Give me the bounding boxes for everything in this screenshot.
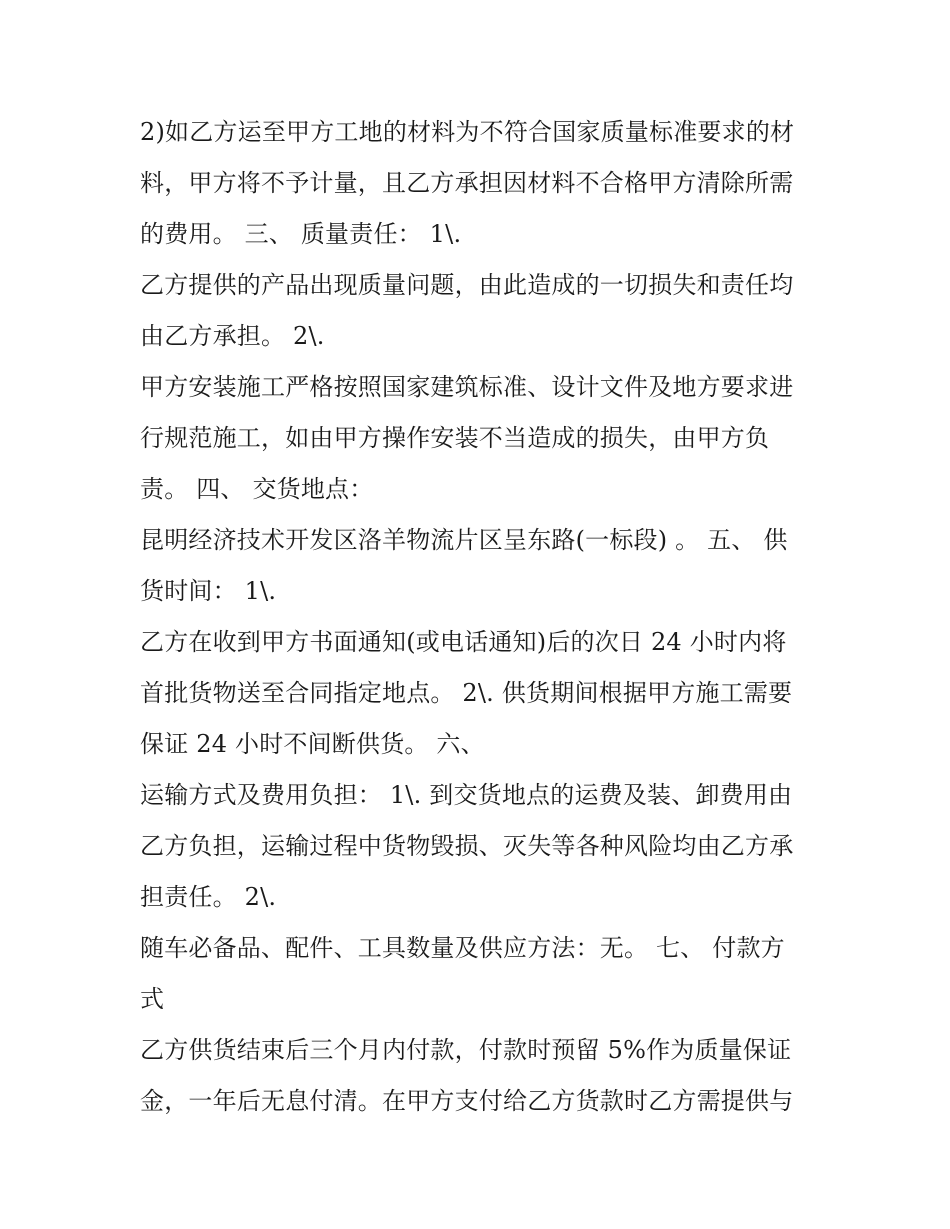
text-line: 保证 24 小时不间断供货。 六、: [140, 730, 485, 758]
text-line: 担责任。 2\.: [140, 883, 277, 911]
text-line: 的费用。 三、 质量责任： 1\.: [140, 220, 462, 248]
text-line: 昆明经济技术开发区洛羊物流片区呈东路(一标段) 。 五、 供: [140, 526, 788, 554]
text-line: 行规范施工，如由甲方操作安装不当造成的损失，由甲方负: [140, 424, 770, 452]
text-line: 式: [140, 985, 165, 1013]
text-line: 料，甲方将不予计量，且乙方承担因材料不合格甲方清除所需: [140, 169, 794, 197]
text-line: 首批货物送至合同指定地点。 2\. 供货期间根据甲方施工需要: [140, 679, 793, 707]
text-line: 责。 四、 交货地点：: [140, 475, 374, 503]
text-line: 乙方在收到甲方书面通知(或电话通知)后的次日 24 小时内将: [140, 628, 787, 656]
text-line: 货时间： 1\.: [140, 577, 277, 605]
text-line: 金，一年后无息付清。在甲方支付给乙方货款时乙方需提供与: [140, 1087, 794, 1115]
text-line: 随车必备品、配件、工具数量及供应方法：无。 七、 付款方: [140, 934, 785, 962]
text-line: 甲方安装施工严格按照国家建筑标准、设计文件及地方要求进: [140, 373, 794, 401]
text-line: 乙方供货结束后三个月内付款，付款时预留 5%作为质量保证: [140, 1036, 792, 1064]
text-line: 乙方负担，运输过程中货物毁损、灭失等各种风险均由乙方承: [140, 832, 794, 860]
text-line: 由乙方承担。 2\.: [140, 322, 325, 350]
text-line: 2)如乙方运至甲方工地的材料为不符合国家质量标准要求的材: [140, 118, 795, 146]
text-line: 运输方式及费用负担： 1\. 到交货地点的运费及装、卸费用由: [140, 781, 793, 809]
document-body: [140, 107, 815, 1127]
text-line: 乙方提供的产品出现质量问题，由此造成的一切损失和责任均: [140, 271, 794, 299]
